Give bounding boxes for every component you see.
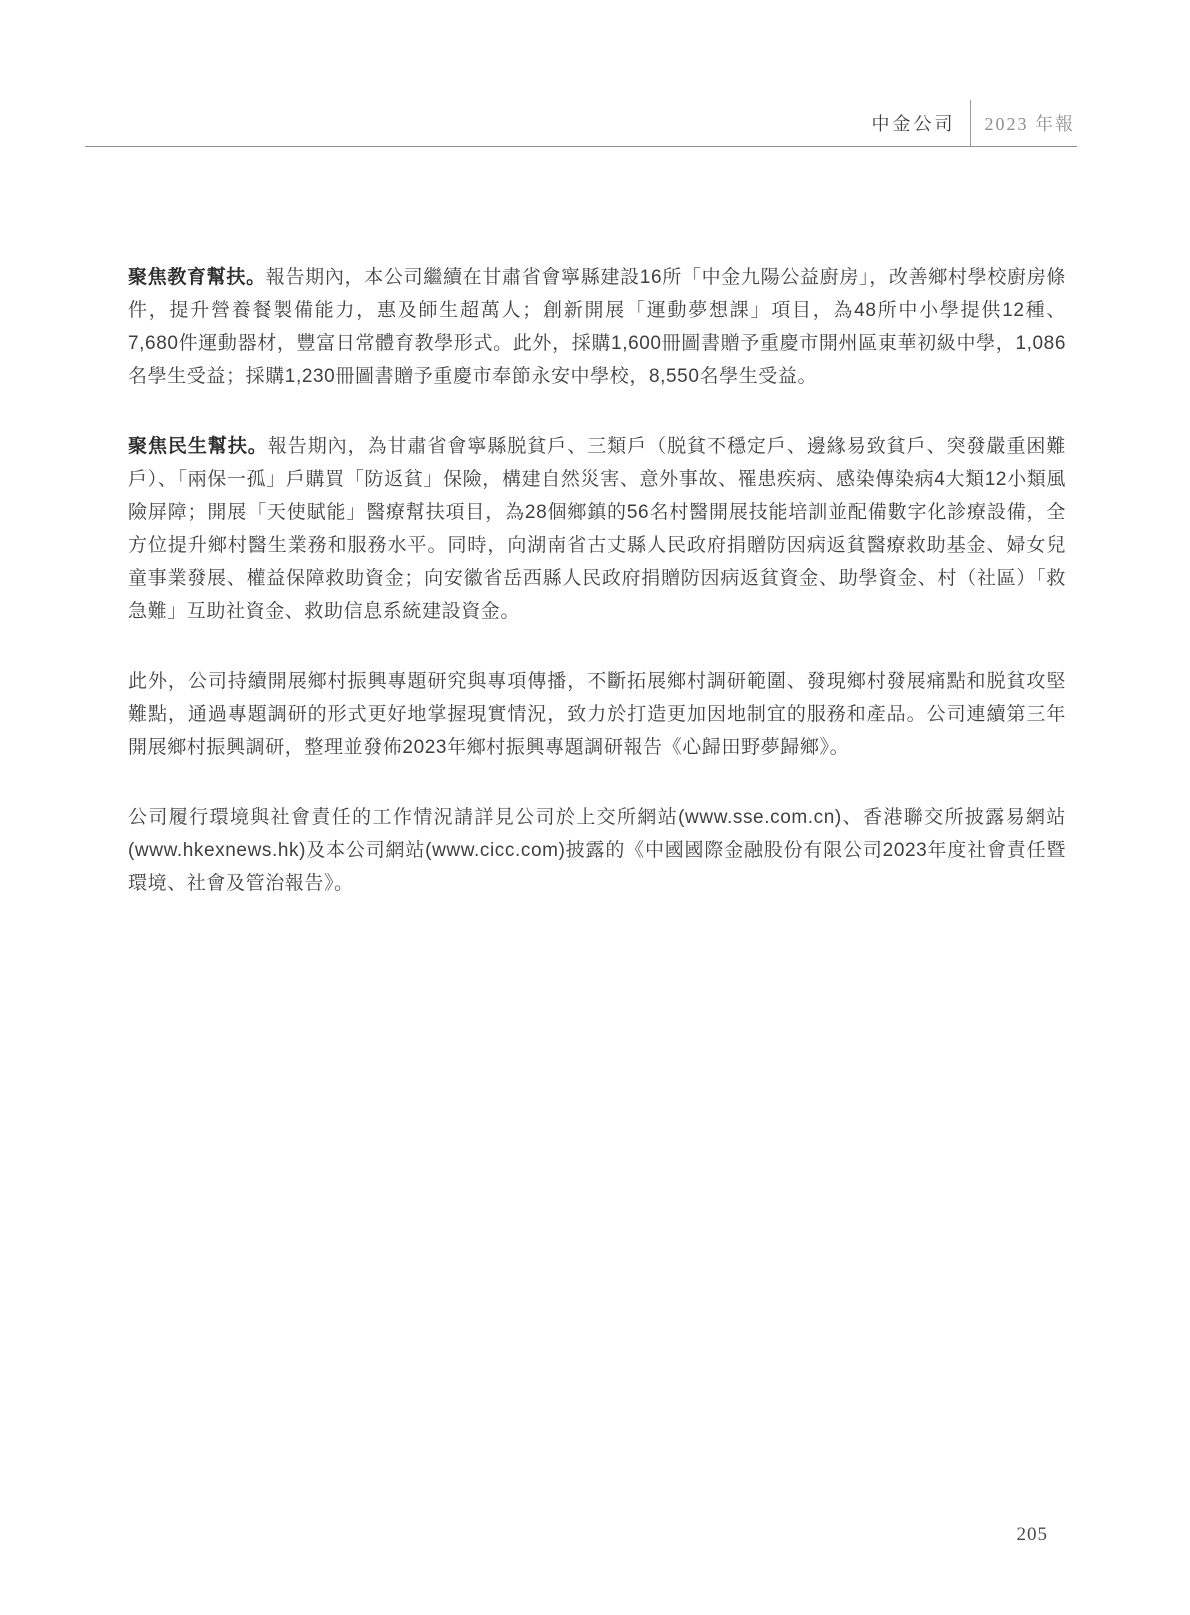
paragraph-education-support [128, 261, 1066, 393]
page-header [85, 100, 1077, 146]
paragraph-text: 報告期內，本公司繼續在甘肅省會寧縣建設16所「中金九陽公益廚房」，改善鄉村學校廚房條件，提升營養餐製備能力，惠及師生超萬人；創新開展「運動夢想課」項目，為48所中小學提供12種、7,680件運動器材，豐富日常體育教學形式。此外，採購1,600冊圖書贈予重慶市開州區東華初級中學，1,086名學生受益；採購1,230冊圖書贈予重慶市奉節永安中學校，8,550名學生受益。 [128, 267, 1066, 387]
page-number: 205 [1016, 1524, 1048, 1545]
paragraph-text: 公司履行環境與社會責任的工作情況請詳見公司於上交所網站(www.sse.com.cn)、香港聯交所披露易網站(www.hkexnews.hk)及本公司網站(www.cicc.com)披露的《中國國際金融股份有限公司2023年度社會責任暨環境、社會及管治報告》。 [128, 807, 1066, 894]
report-year-title: 2023 年報 [984, 114, 1075, 134]
paragraph-text: 報告期內，為甘肅省會寧縣脱貧戶、三類戶（脱貧不穩定戶、邊緣易致貧戶、突發嚴重困難戶）、「兩保一孤」戶購買「防返貧」保險，構建自然災害、意外事故、罹患疾病、感染傳染病4大類12小類風險屏障；開展「天使賦能」醫療幫扶項目，為28個鄉鎮的56名村醫開展技能培訓並配備數字化診療設備，全方位提升鄉村醫生業務和服務水平。同時，向湖南省古丈縣人民政府捐贈防因病返貧醫療救助基金、婦女兒童事業發展、權益保障救助資金；向安徽省岳西縣人民政府捐贈防因病返貧資金、助學資金、村（社區）「救急難」互助社資金、救助信息系統建設資金。 [128, 436, 1066, 622]
paragraph-text: 此外，公司持續開展鄉村振興專題研究與專項傳播，不斷拓展鄉村調研範圍、發現鄉村發展痛點和脱貧攻堅難點，通過專題調研的形式更好地掌握現實情況，致力於打造更加因地制宜的服務和產品。公司連續第三年開展鄉村振興調研，整理並發佈2023年鄉村振興專題調研報告《心歸田野夢歸鄉》。 [128, 671, 1066, 758]
paragraph-lead: 聚焦民生幫扶。 [128, 436, 268, 457]
document-body [128, 261, 1066, 900]
paragraph-esg-disclosure [128, 801, 1066, 900]
header-rule [85, 146, 1077, 147]
paragraph-rural-research [128, 665, 1066, 764]
paragraph-livelihood-support [128, 430, 1066, 628]
company-name: 中金公司 [871, 114, 956, 134]
paragraph-lead: 聚焦教育幫扶。 [128, 267, 266, 288]
header-brand [872, 100, 1078, 146]
